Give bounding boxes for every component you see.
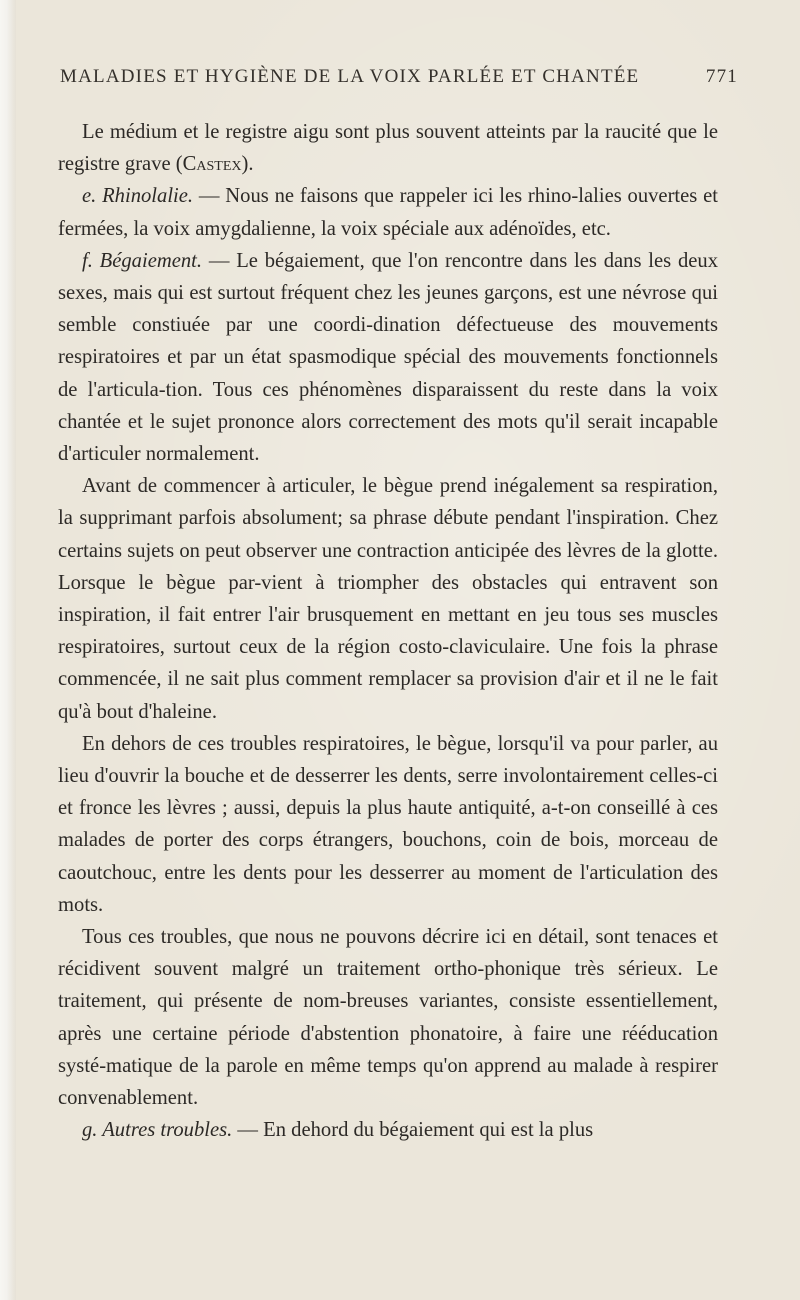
section-heading-begaiement: f. Bégaiement. <box>82 249 203 272</box>
paragraph-text: En dehors de ces troubles respiratoires, le bègue, lorsqu'il va pour parler, au lieu d'ouvrir la bouche et de desserrer les dents, serre involontairement celles-ci et fronce les lèvres ; aussi, depuis la plus haute antiquité, a-t-on conseillé à ces malades de porter des corps étrangers, bouchons, coin de bois, morceau de caoutchouc, entre les dents pour les desserrer au moment de l'articulation des mots. <box>58 732 718 916</box>
paragraph-text: Avant de commencer à articuler, le bègue prend inégalement sa respiration, la supprimant parfois absolument; sa phrase débute pendant l'inspiration. Chez certains sujets on peut observer une contraction anticipée des lèvres de la glotte. Lorsque le bègue par-vient à triompher des obstacles qui entravent son inspiration, il fait entrer l'air brusquement en mettant en jeu tous ses muscles respiratoires, surtout ceux de la région costo-claviculaire. Une fois la phrase commencée, il ne sait plus comment remplacer sa provision d'air et il ne le fait qu'à bout d'haleine. <box>58 475 718 723</box>
citation-author: Castex <box>182 153 242 176</box>
paragraph-text: — En dehord du bégaiement qui est la plus <box>232 1119 594 1142</box>
paragraph-autres-troubles <box>58 1114 718 1146</box>
paragraph-respiration <box>58 470 718 728</box>
paragraph-text: — Nous ne faisons que rappeler ici les rhino-lalies ouvertes et fermées, la voix amygdalienne, la voix spéciale aux adénoïdes, etc. <box>58 185 718 240</box>
paragraph-text: Tous ces troubles, que nous ne pouvons décrire ici en détail, sont tenaces et récidivent souvent malgré un traitement ortho-phonique très sérieux. Le traitement, qui présente de nom-breuses variantes, consiste essentiellement, après une certaine période d'abstention phonatoire, à faire une rééducation systé-matique de la parole en même temps qu'on apprend au malade à respirer convenablement. <box>58 926 718 1110</box>
paragraph-traitement <box>58 921 718 1114</box>
section-heading-rhinolalie: e. Rhinolalie. <box>82 185 194 208</box>
section-heading-autres-troubles: g. Autres troubles. <box>82 1119 233 1142</box>
page-number: 771 <box>705 66 738 87</box>
page-body <box>58 116 718 1147</box>
paragraph-troubles-respiratoires <box>58 728 718 921</box>
paragraph-rhinolalie <box>58 180 718 244</box>
paragraph-begaiement <box>58 245 718 470</box>
paragraph-text: Le médium et le registre aigu sont plus souvent atteints par la raucité que le registre grave ( <box>58 121 718 176</box>
paragraph-text-tail: ). <box>241 153 254 176</box>
paragraph-registers <box>58 116 718 180</box>
running-title: MALADIES ET HYGIÈNE DE LA VOIX PARLÉE ET CHANTÉE <box>60 66 640 87</box>
running-header <box>60 66 738 88</box>
paragraph-text: — Le bégaiement, que l'on rencontre dans les dans les deux sexes, mais qui est surtout fréquent chez les jeunes garçons, est une névrose qui semble constiuée par une coordi-dination défectueuse des mouvements respiratoires et par un état spasmodique spécial des mouvements fonctionnels de l'articula-tion. Tous ces phénomènes disparaissent du reste dans la voix chantée et le sujet prononce alors correctement des mots qu'il serait incapable d'articuler normalement. <box>58 249 718 466</box>
scan-edge <box>0 0 16 1300</box>
